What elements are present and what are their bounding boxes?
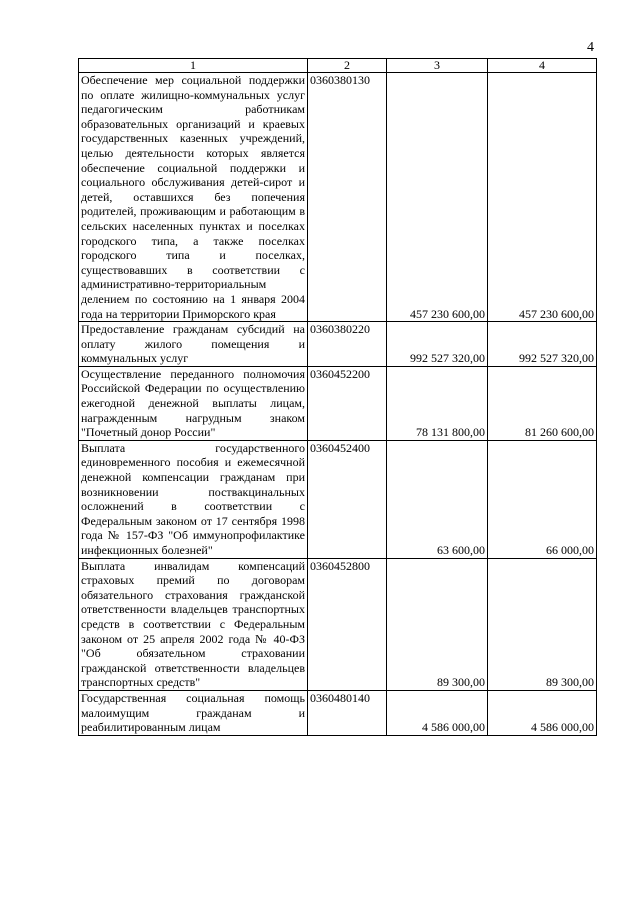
row-value-col3: 63 600,00	[387, 440, 488, 558]
row-code: 0360380220	[308, 322, 387, 367]
table-row	[79, 366, 597, 440]
row-code: 0360452200	[308, 366, 387, 440]
table-row	[79, 690, 597, 735]
row-value-col3: 457 230 600,00	[387, 73, 488, 322]
column-header-2: 2	[308, 59, 387, 73]
row-value-col4: 992 527 320,00	[488, 322, 597, 367]
row-description: Выплата государственного единовременного пособия и ежемесячной денежной компенсации гражданам при возникновении поствакцинальных осложнений в соответствии с Федеральным законом от 17 сентября 1998 года № 157-ФЗ "Об иммунопрофилактике инфекционных болезней"	[79, 440, 308, 558]
row-value-col3: 4 586 000,00	[387, 690, 488, 735]
row-code: 0360480140	[308, 690, 387, 735]
table-header-row	[79, 59, 597, 73]
row-value-col4: 81 260 600,00	[488, 366, 597, 440]
row-value-col4: 4 586 000,00	[488, 690, 597, 735]
row-value-col3: 992 527 320,00	[387, 322, 488, 367]
row-description: Осуществление переданного полномочия Российской Федерации по осуществлению ежегодной денежной выплаты лицам, награжденным нагрудным знаком "Почетный донор России"	[79, 366, 308, 440]
row-value-col4: 457 230 600,00	[488, 73, 597, 322]
row-code: 0360380130	[308, 73, 387, 322]
column-header-3: 3	[387, 59, 488, 73]
budget-table	[78, 58, 597, 736]
row-value-col3: 89 300,00	[387, 558, 488, 690]
row-value-col3: 78 131 800,00	[387, 366, 488, 440]
table-row	[79, 440, 597, 558]
row-code: 0360452400	[308, 440, 387, 558]
table-row	[79, 322, 597, 367]
row-description: Обеспечение мер социальной поддержки по оплате жилищно-коммунальных услуг педагогическим работникам образовательных организаций и краевых государственных казенных учреждений, целью деятельности которых является обеспечение социальной поддержки и социального обслуживания детей-сирот и детей, оставшихся без попечения родителей, проживающим и работающим в сельских населенных пунктах и поселках городского типа, а также поселках городского типа и поселках, существовавших в соответствии с административно-территориальным делением по состоянию на 1 января 2004 года на территории Приморского края	[79, 73, 308, 322]
column-header-4: 4	[488, 59, 597, 73]
row-value-col4: 66 000,00	[488, 440, 597, 558]
row-description: Предоставление гражданам субсидий на оплату жилого помещения и коммунальных услуг	[79, 322, 308, 367]
table-row	[79, 73, 597, 322]
row-description: Государственная социальная помощь малоимущим гражданам и реабилитированным лицам	[79, 690, 308, 735]
row-code: 0360452800	[308, 558, 387, 690]
row-description: Выплата инвалидам компенсаций страховых премий по договорам обязательного страхования гражданской ответственности владельцев транспортных средств в соответствии с Федеральным законом от 25 апреля 2002 года № 40-ФЗ "Об обязательном страховании гражданской ответственности владельцев транспортных средств"	[79, 558, 308, 690]
table-row	[79, 558, 597, 690]
column-header-1: 1	[79, 59, 308, 73]
row-value-col4: 89 300,00	[488, 558, 597, 690]
page-number: 4	[587, 40, 594, 55]
